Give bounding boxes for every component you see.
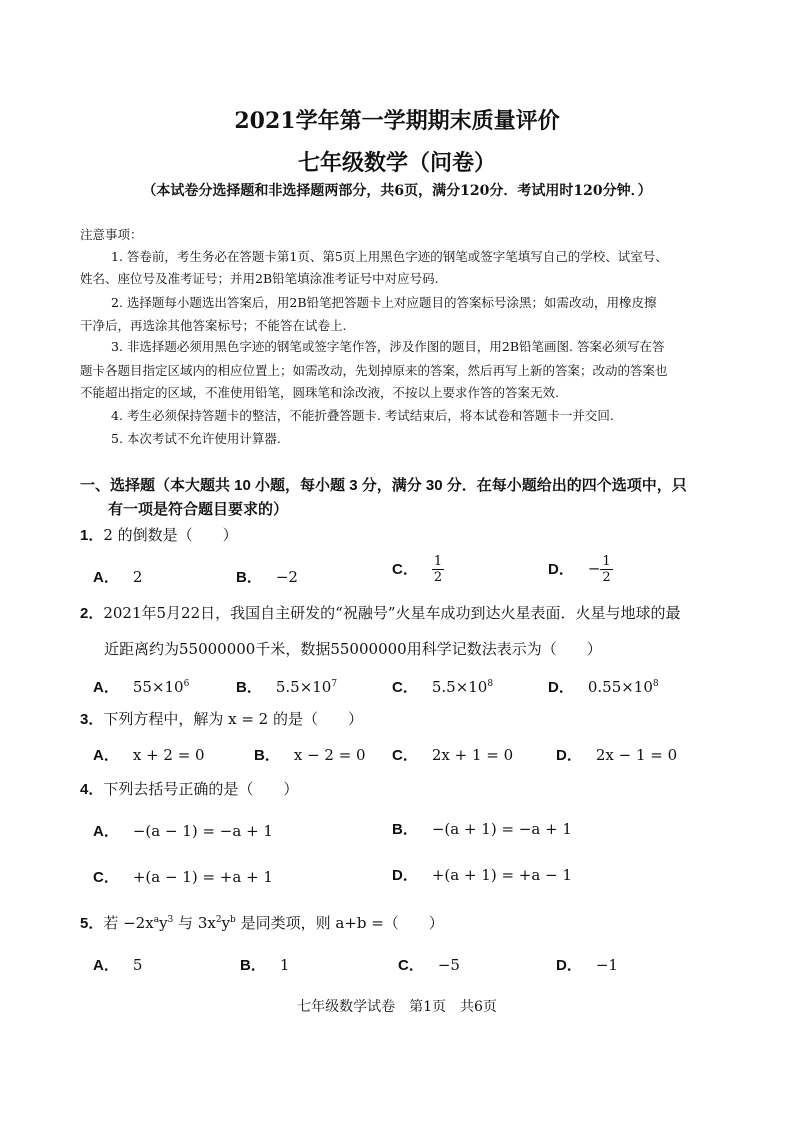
question-text-cont: 近距离约为55000000千米，数据55000000用科学记数法表示为（ ）	[104, 640, 602, 658]
option-a: A． x + 2 = 0	[93, 746, 205, 764]
option-a: A． −(a − 1) = −a + 1	[93, 822, 273, 840]
option-a: A． $55\times 10^6$	[93, 678, 190, 696]
note-line: 1. 答卷前，考生务必在答题卡第1页、第5页上用黑色字迹的钢笔或签字笔填写自己的学校、试室号、	[111, 249, 668, 264]
option-c: C． $\frac{1}{2}$	[392, 554, 443, 585]
question-text: 2021年5月22日，我国自主研发的“祝融号”火星车成功到达火星表面．火星与地球的最	[103, 604, 681, 622]
option-b: B． 1	[240, 956, 290, 974]
question-number: 5．	[80, 915, 104, 932]
note-line: 姓名、座位号及准考证号；并用2B铅笔填涂准考证号中对应号码.	[80, 271, 439, 286]
question-number: 3．	[80, 711, 104, 728]
question-5: 5．若 $-2x^ay^3$ 与 $3x^2y^b$ 是同类项，则 a+b =（ ）	[80, 914, 444, 932]
option-d: D． $0.55\times 10^8$	[548, 678, 659, 696]
notes-heading: 注意事项：	[80, 227, 143, 242]
note-line: 干净后，再选涂其他答案标号；不能答在试卷上.	[80, 318, 347, 333]
option-b: B． −(a + 1) = −a + 1	[392, 820, 572, 838]
section-heading-cont: 有一项是符合题目要求的）	[108, 501, 289, 518]
option-c: C． −5	[398, 956, 460, 974]
page-footer: 七年级数学试卷 第1页 共6页	[297, 999, 497, 1015]
question-3	[80, 708, 363, 729]
exam-subtitle: 七年级数学（问卷）	[297, 150, 496, 176]
option-d: D． −1	[556, 956, 618, 974]
note-line: 4. 考生必须保持答题卡的整洁，不能折叠答题卡. 考试结束后，将本试卷和答题卡一并交回.	[111, 408, 614, 423]
option-d: D． +(a + 1) = +a − 1	[392, 866, 572, 884]
exam-intro: （本试卷分选择题和非选择题两部分，共6页，满分120分．考试用时120分钟．）	[142, 183, 652, 199]
option-a: A． 2	[93, 568, 143, 586]
fraction: $\frac{1}{2}$	[602, 554, 611, 585]
option-b: B． −2	[236, 568, 298, 586]
note-line: 不能超出指定的区域，不准使用铅笔，圆珠笔和涂改液，不按以上要求作答的答案无效.	[80, 385, 559, 400]
question-text: 2 的倒数是（ ）	[103, 526, 238, 544]
option-d: D． 2x − 1 = 0	[556, 746, 678, 764]
question-1	[80, 524, 238, 545]
note-line: 题卡各题目指定区域内的相应位置上；如需改动，先划掉原来的答案，然后再写上新的答案；改动的答案也	[80, 363, 668, 378]
section-heading: 一、选择题（本大题共 10 小题，每小题 3 分，满分 30 分．在每小题给出的四个选项中，只	[80, 477, 687, 494]
note-line: 3. 非选择题必须用黑色字迹的钢笔或签字笔作答，涉及作图的题目，用2B铅笔画图. 答案必须写在答	[111, 339, 665, 354]
option-d: D． − $\frac{1}{2}$	[548, 554, 611, 585]
question-number: 2．	[80, 605, 104, 622]
question-2	[80, 602, 681, 623]
note-line: 2. 选择题每小题选出答案后，用2B铅笔把答题卡上对应题目的答案标号涂黑；如需改动，用橡皮擦	[111, 295, 657, 310]
fraction: $\frac{1}{2}$	[433, 554, 443, 585]
note-line: 5. 本次考试不允许使用计算器.	[111, 431, 281, 446]
question-number: 1．	[80, 527, 104, 544]
question-number: 4．	[80, 781, 104, 798]
option-b: B． $5.5\times 10^7$	[236, 678, 338, 696]
option-c: C． 2x + 1 = 0	[392, 746, 514, 764]
question-text: 下列方程中，解为 x = 2 的是（ ）	[103, 710, 363, 728]
option-b: B． x − 2 = 0	[254, 746, 366, 764]
question-text: 下列去括号正确的是（ ）	[103, 780, 299, 798]
option-c: C． $5.5\times 10^8$	[392, 678, 494, 696]
exam-title: 2021学年第一学期期末质量评价	[234, 108, 560, 134]
question-4	[80, 778, 298, 799]
option-c: C． +(a − 1) = +a + 1	[93, 868, 273, 886]
option-a: A． 5	[93, 956, 143, 974]
